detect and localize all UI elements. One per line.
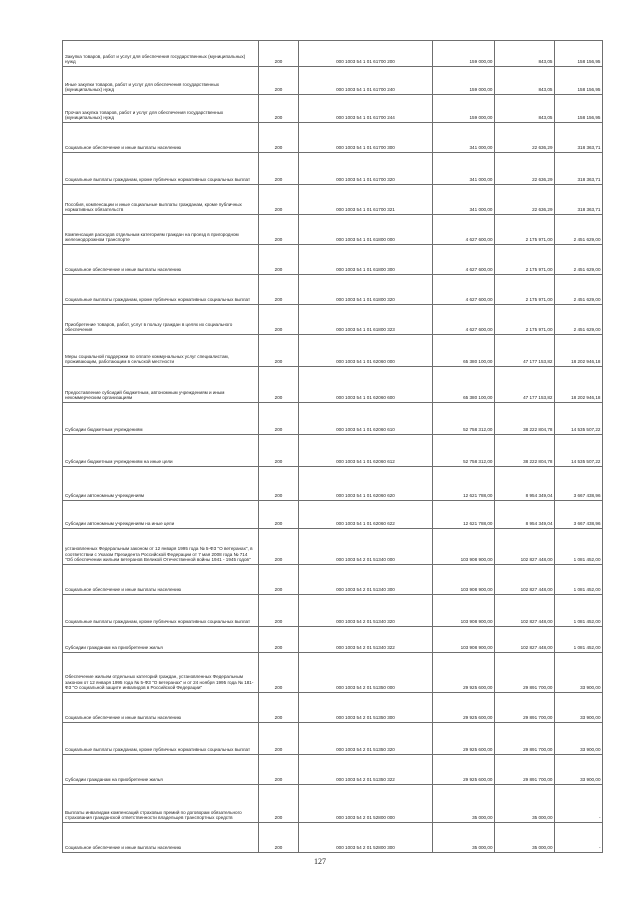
row-kbk: 000 1003 54 1 01 62060 620 <box>299 467 433 501</box>
row-plan-amount: 4 627 600,00 <box>433 275 495 305</box>
row-plan-amount: 29 925 600,00 <box>433 723 495 755</box>
row-name: Социальное обеспечение и иные выплаты населению <box>63 693 259 723</box>
row-code: 200 <box>259 275 299 305</box>
row-code: 200 <box>259 153 299 185</box>
row-kbk: 000 1003 54 1 01 61700 244 <box>299 95 433 123</box>
row-executed-amount: 29 891 700,00 <box>495 653 555 693</box>
row-plan-amount: 103 908 900,00 <box>433 529 495 565</box>
row-remaining-amount: 2 451 629,00 <box>555 245 603 275</box>
row-name: Социальные выплаты гражданам, кроме публичных нормативных социальных выплат <box>63 275 259 305</box>
row-kbk: 000 1003 54 2 01 52800 300 <box>299 823 433 853</box>
table-row <box>63 529 603 565</box>
row-name: Субсидии бюджетным учреждениям на иные цели <box>63 435 259 467</box>
row-code: 200 <box>259 467 299 501</box>
row-code: 200 <box>259 823 299 853</box>
row-code: 200 <box>259 501 299 529</box>
row-plan-amount: 103 908 900,00 <box>433 627 495 653</box>
row-remaining-amount: 14 535 507,22 <box>555 403 603 435</box>
row-name: Социальное обеспечение и иные выплаты населению <box>63 823 259 853</box>
row-kbk: 000 1003 54 1 01 61800 320 <box>299 275 433 305</box>
row-executed-amount: 102 827 448,00 <box>495 565 555 595</box>
table-row <box>63 653 603 693</box>
table-row <box>63 305 603 335</box>
row-code: 200 <box>259 335 299 367</box>
table-row <box>63 403 603 435</box>
row-code: 200 <box>259 653 299 693</box>
row-executed-amount: 47 177 153,82 <box>495 335 555 367</box>
row-executed-amount: 843,05 <box>495 95 555 123</box>
row-kbk: 000 1003 54 2 01 51340 300 <box>299 565 433 595</box>
row-executed-amount: 102 827 448,00 <box>495 627 555 653</box>
row-code: 200 <box>259 693 299 723</box>
row-code: 200 <box>259 305 299 335</box>
row-plan-amount: 29 925 600,00 <box>433 693 495 723</box>
row-remaining-amount: 1 081 452,00 <box>555 565 603 595</box>
row-remaining-amount: 33 900,00 <box>555 755 603 785</box>
row-kbk: 000 1003 54 1 01 61700 320 <box>299 153 433 185</box>
row-code: 200 <box>259 723 299 755</box>
row-name: Социальные выплаты гражданам, кроме публичных нормативных социальных выплат <box>63 723 259 755</box>
row-remaining-amount: 33 900,00 <box>555 693 603 723</box>
row-name: Предоставление субсидий бюджетным, автономным учреждениям и иным некоммерческим организациям <box>63 367 259 403</box>
row-executed-amount: 22 636,29 <box>495 153 555 185</box>
table-row <box>63 67 603 95</box>
row-executed-amount: 2 175 971,00 <box>495 275 555 305</box>
table-row <box>63 595 603 627</box>
row-remaining-amount: 318 363,71 <box>555 123 603 153</box>
row-code: 200 <box>259 185 299 215</box>
row-code: 200 <box>259 123 299 153</box>
row-kbk: 000 1003 54 1 01 62060 622 <box>299 501 433 529</box>
row-code: 200 <box>259 785 299 823</box>
row-executed-amount: 8 954 349,04 <box>495 467 555 501</box>
row-plan-amount: 29 925 600,00 <box>433 653 495 693</box>
row-plan-amount: 12 621 788,00 <box>433 467 495 501</box>
row-executed-amount: 29 891 700,00 <box>495 755 555 785</box>
row-name: Субсидии гражданам на приобретение жилья <box>63 627 259 653</box>
row-executed-amount: 102 827 448,00 <box>495 529 555 565</box>
row-name: Социальное обеспечение и иные выплаты населению <box>63 245 259 275</box>
row-plan-amount: 35 000,00 <box>433 823 495 853</box>
row-plan-amount: 12 621 788,00 <box>433 501 495 529</box>
row-plan-amount: 4 627 600,00 <box>433 305 495 335</box>
row-plan-amount: 65 380 100,00 <box>433 335 495 367</box>
table-row <box>63 41 603 67</box>
row-code: 200 <box>259 367 299 403</box>
row-executed-amount: 22 636,29 <box>495 123 555 153</box>
row-remaining-amount: 2 451 629,00 <box>555 305 603 335</box>
page-number: 127 <box>314 857 326 866</box>
row-kbk: 000 1003 54 2 01 51340 000 <box>299 529 433 565</box>
row-remaining-amount: 18 202 946,18 <box>555 335 603 367</box>
table-row <box>63 123 603 153</box>
row-executed-amount: 47 177 153,82 <box>495 367 555 403</box>
row-executed-amount: 38 222 804,78 <box>495 403 555 435</box>
row-remaining-amount: 18 202 946,18 <box>555 367 603 403</box>
row-code: 200 <box>259 403 299 435</box>
row-kbk: 000 1003 54 2 01 51350 000 <box>299 653 433 693</box>
row-remaining-amount: 1 081 452,00 <box>555 595 603 627</box>
table-row <box>63 723 603 755</box>
row-name: Социальное обеспечение и иные выплаты населению <box>63 123 259 153</box>
row-kbk: 000 1003 54 1 01 62060 612 <box>299 435 433 467</box>
row-remaining-amount: 2 451 629,00 <box>555 275 603 305</box>
row-plan-amount: 35 000,00 <box>433 785 495 823</box>
row-code: 200 <box>259 595 299 627</box>
row-plan-amount: 52 758 312,00 <box>433 435 495 467</box>
row-name: Социальное обеспечение и иные выплаты населению <box>63 565 259 595</box>
row-plan-amount: 159 000,00 <box>433 67 495 95</box>
row-kbk: 000 1003 54 1 01 62060 000 <box>299 335 433 367</box>
row-plan-amount: 4 627 600,00 <box>433 215 495 245</box>
row-name: Обеспечение жильем отдельных категорий граждан, установленных Федеральным законом от 12 января 1995 года № 5-ФЗ "О ветеранах" и от 24 ноября 1995 года № 181-ФЗ "О социальной защите инвалидов в Российской Федерации" <box>63 653 259 693</box>
row-remaining-amount: 158 156,95 <box>555 41 603 67</box>
row-kbk: 000 1003 54 1 01 62060 610 <box>299 403 433 435</box>
row-executed-amount: 102 827 448,00 <box>495 595 555 627</box>
row-plan-amount: 159 000,00 <box>433 95 495 123</box>
row-executed-amount: 2 175 971,00 <box>495 215 555 245</box>
table-row <box>63 185 603 215</box>
row-remaining-amount: 1 081 452,00 <box>555 627 603 653</box>
row-executed-amount: 22 636,29 <box>495 185 555 215</box>
row-remaining-amount: 1 081 452,00 <box>555 529 603 565</box>
row-remaining-amount: - <box>555 823 603 853</box>
row-kbk: 000 1003 54 2 01 51350 320 <box>299 723 433 755</box>
table-row <box>63 693 603 723</box>
row-kbk: 000 1003 54 1 01 61700 240 <box>299 67 433 95</box>
row-name: Иные закупки товаров, работ и услуг для обеспечения государственных (муниципальных) нужд <box>63 67 259 95</box>
row-name: Закупка товаров, работ и услуг для обеспечения государственных (муниципальных) нужд <box>63 41 259 67</box>
row-name: Субсидии автономным учреждениям <box>63 467 259 501</box>
row-kbk: 000 1003 54 1 01 61800 000 <box>299 215 433 245</box>
table-row <box>63 501 603 529</box>
row-kbk: 000 1003 54 2 01 51350 322 <box>299 755 433 785</box>
row-remaining-amount: 3 667 438,96 <box>555 467 603 501</box>
row-code: 200 <box>259 245 299 275</box>
row-executed-amount: 29 891 700,00 <box>495 693 555 723</box>
row-code: 200 <box>259 627 299 653</box>
table-row <box>63 823 603 853</box>
row-kbk: 000 1003 54 2 01 51350 300 <box>299 693 433 723</box>
row-kbk: 000 1003 54 1 01 61800 323 <box>299 305 433 335</box>
row-kbk: 000 1003 54 2 01 52800 000 <box>299 785 433 823</box>
row-name: Прочая закупка товаров, работ и услуг для обеспечения государственных (муниципальных) нужд <box>63 95 259 123</box>
table-row <box>63 467 603 501</box>
table-row <box>63 565 603 595</box>
row-kbk: 000 1003 54 1 01 62060 600 <box>299 367 433 403</box>
row-remaining-amount: 158 156,95 <box>555 95 603 123</box>
row-kbk: 000 1003 54 1 01 61700 300 <box>299 123 433 153</box>
row-remaining-amount: 14 535 507,22 <box>555 435 603 467</box>
row-code: 200 <box>259 755 299 785</box>
row-name: Социальные выплаты гражданам, кроме публичных нормативных социальных выплат <box>63 595 259 627</box>
row-executed-amount: 8 954 349,04 <box>495 501 555 529</box>
row-code: 200 <box>259 41 299 67</box>
row-name: Субсидии автономным учреждениям на иные цели <box>63 501 259 529</box>
row-executed-amount: 38 222 804,78 <box>495 435 555 467</box>
table-row <box>63 275 603 305</box>
row-plan-amount: 65 380 100,00 <box>433 367 495 403</box>
table-row <box>63 627 603 653</box>
row-name: установленных Федеральным законом от 12 января 1995 года № 5-ФЗ "О ветеранах", в соответствии с Указом Президента Российской Федерации от 7 мая 2008 года № 714 "Об обеспечении жильем ветеранов Великой Отечественной войны 1941 - 1945 годов" <box>63 529 259 565</box>
row-code: 200 <box>259 565 299 595</box>
row-plan-amount: 103 908 900,00 <box>433 565 495 595</box>
row-kbk: 000 1003 54 1 01 61700 200 <box>299 41 433 67</box>
row-name: Субсидии бюджетным учреждениям <box>63 403 259 435</box>
row-name: Приобретение товаров, работ, услуг в пользу граждан в целях их социального обеспечения <box>63 305 259 335</box>
table-body <box>63 41 603 853</box>
row-executed-amount: 2 175 971,00 <box>495 245 555 275</box>
row-name: Социальные выплаты гражданам, кроме публичных нормативных социальных выплат <box>63 153 259 185</box>
row-executed-amount: 35 000,00 <box>495 823 555 853</box>
row-plan-amount: 4 627 600,00 <box>433 245 495 275</box>
table-row <box>63 435 603 467</box>
row-executed-amount: 843,05 <box>495 67 555 95</box>
budget-table-sheet <box>62 40 602 853</box>
row-kbk: 000 1003 54 1 01 61800 300 <box>299 245 433 275</box>
row-code: 200 <box>259 529 299 565</box>
row-kbk: 000 1003 54 1 01 61700 321 <box>299 185 433 215</box>
row-name: Меры социальной поддержки по оплате коммунальных услуг специалистам, проживающим, работающим в сельской местности <box>63 335 259 367</box>
table-row <box>63 367 603 403</box>
row-name: Субсидии гражданам на приобретение жилья <box>63 755 259 785</box>
table-row <box>63 335 603 367</box>
row-plan-amount: 341 000,00 <box>433 123 495 153</box>
row-remaining-amount: 158 156,95 <box>555 67 603 95</box>
table-row <box>63 785 603 823</box>
row-code: 200 <box>259 435 299 467</box>
row-remaining-amount: 318 363,71 <box>555 153 603 185</box>
table-row <box>63 755 603 785</box>
row-executed-amount: 843,05 <box>495 41 555 67</box>
row-remaining-amount: 33 900,00 <box>555 723 603 755</box>
row-name: Компенсация расходов отдельным категориям граждан на проезд в пригородном железнодорожном транспорте <box>63 215 259 245</box>
row-code: 200 <box>259 95 299 123</box>
table-row <box>63 245 603 275</box>
row-remaining-amount: 318 363,71 <box>555 185 603 215</box>
row-name: Пособия, компенсации и иные социальные выплаты гражданам, кроме публичных нормативных обязательств <box>63 185 259 215</box>
row-plan-amount: 52 758 312,00 <box>433 403 495 435</box>
row-executed-amount: 35 000,00 <box>495 785 555 823</box>
row-plan-amount: 341 000,00 <box>433 185 495 215</box>
row-plan-amount: 159 000,00 <box>433 41 495 67</box>
budget-execution-table <box>62 40 603 853</box>
row-plan-amount: 103 908 900,00 <box>433 595 495 627</box>
row-code: 200 <box>259 67 299 95</box>
row-executed-amount: 29 891 700,00 <box>495 723 555 755</box>
row-plan-amount: 29 925 600,00 <box>433 755 495 785</box>
row-plan-amount: 341 000,00 <box>433 153 495 185</box>
table-row <box>63 153 603 185</box>
row-remaining-amount: - <box>555 785 603 823</box>
table-row <box>63 95 603 123</box>
row-kbk: 000 1003 54 2 01 51340 320 <box>299 595 433 627</box>
row-name: Выплаты инвалидам компенсаций страховых премий по договорам обязательного страхования гражданской ответственности владельцев транспортных средств <box>63 785 259 823</box>
row-executed-amount: 2 175 971,00 <box>495 305 555 335</box>
row-code: 200 <box>259 215 299 245</box>
table-row <box>63 215 603 245</box>
row-remaining-amount: 2 451 629,00 <box>555 215 603 245</box>
row-kbk: 000 1003 54 2 01 51340 322 <box>299 627 433 653</box>
row-remaining-amount: 3 667 438,96 <box>555 501 603 529</box>
row-remaining-amount: 33 900,00 <box>555 653 603 693</box>
